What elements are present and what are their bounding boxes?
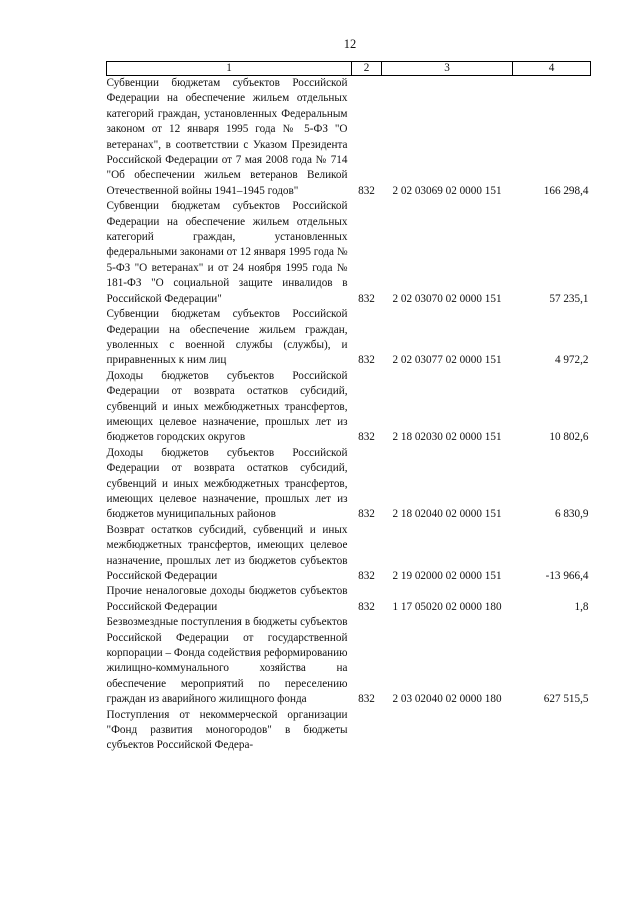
- amount: [513, 708, 591, 754]
- table-row: [107, 584, 591, 615]
- table-row: [107, 76, 591, 200]
- revenue-name: Прочие неналоговые доходы бюджетов субъектов Российской Федерации: [106, 585, 348, 613]
- admin-code: [352, 708, 382, 754]
- budget-code: 2 19 02000 02 0000 151: [392, 570, 502, 582]
- budget-code: 2 02 03069 02 0000 151: [392, 184, 502, 197]
- admin-code: 832: [358, 600, 375, 613]
- table-row-continued: [107, 708, 591, 754]
- revenue-name: Поступления от некоммерческой организации "Фонд развития моногородов" в бюджеты субъектов Российской Федера-: [106, 708, 348, 752]
- budget-code: 1 17 05020 02 0000 180: [392, 600, 502, 613]
- admin-code: 832: [358, 570, 375, 582]
- amount: 57 235,1: [549, 292, 589, 305]
- revenue-name: Субвенции бюджетам субъектов Российской Федерации на обеспечение жильем отдельных категорий граждан, установленных федеральными законами от 12 января 1995 года № 5-ФЗ "О ветеранах" и от 24 ноября 1995 года № 181-ФЗ "О социальной защите инвалидов в Российской Федерации": [106, 200, 348, 305]
- budget-code: 2 02 03077 02 0000 151: [392, 354, 502, 367]
- amount: 166 298,4: [543, 184, 589, 197]
- table-header: [107, 62, 591, 76]
- column-header-1: 1: [107, 62, 352, 76]
- table-row: [107, 523, 591, 585]
- admin-code: 832: [358, 184, 375, 197]
- revenue-name: Доходы бюджетов субъектов Российской Федерации от возврата остатков субсидий, субвенций и иных межбюджетных трансфертов, имеющих целевое назначение, прошлых лет из бюджетов муниципальных районов: [106, 446, 348, 521]
- budget-code: 2 03 02040 02 0000 180: [392, 693, 502, 706]
- budget-code: [382, 708, 513, 754]
- column-header-3: 3: [382, 62, 513, 76]
- revenue-name: Субвенции бюджетам субъектов Российской Федерации на обеспечение жильем граждан, уволенных с военной службы (службы), и приравненных к ним лиц: [106, 308, 348, 367]
- amount: 627 515,5: [543, 693, 589, 706]
- admin-code: 832: [358, 693, 375, 706]
- amount: 1,8: [574, 600, 589, 613]
- page-number: 12: [343, 37, 357, 51]
- revenue-name: Безвозмездные поступления в бюджеты субъектов Российской Федерации от государственной корпорации – Фонда содействия реформированию жилищно-коммунального хозяйства на обеспечение мероприятий по переселению граждан из аварийного жилищного фонда: [106, 616, 348, 706]
- budget-code: 2 18 02030 02 0000 151: [392, 431, 502, 444]
- amount: 4 972,2: [554, 354, 589, 367]
- table-row: [107, 307, 591, 369]
- amount: 10 802,6: [549, 431, 589, 444]
- table-row: [107, 615, 591, 707]
- revenue-table: [106, 61, 591, 754]
- budget-code: 2 18 02040 02 0000 151: [392, 508, 502, 521]
- admin-code: 832: [358, 508, 375, 521]
- table-row: [107, 199, 591, 307]
- revenue-name: Субвенции бюджетам субъектов Российской Федерации на обеспечение жильем отдельных категорий граждан, установленных Федеральным законом от 12 января 1995 года № 5-ФЗ "О ветеранах", в соответствии с Указом Президента Российской Федерации от 7 мая 2008 года № 714 "Об обеспечении жильем ветеранов Великой Отечественной войны 1941–1945 годов": [106, 77, 348, 197]
- admin-code: 832: [358, 292, 375, 305]
- amount: -13 966,4: [545, 570, 589, 582]
- admin-code: 832: [358, 354, 375, 367]
- column-header-2: 2: [352, 62, 382, 76]
- revenue-name: Возврат остатков субсидий, субвенций и иных межбюджетных трансфертов, имеющих целевое назначение, прошлых лет из бюджетов субъектов Российской Федерации: [106, 523, 348, 582]
- amount: 6 830,9: [554, 508, 589, 521]
- column-header-4: 4: [513, 62, 591, 76]
- table-row: [107, 446, 591, 523]
- budget-code: 2 02 03070 02 0000 151: [392, 292, 502, 305]
- admin-code: 832: [358, 431, 375, 444]
- revenue-name: Доходы бюджетов субъектов Российской Федерации от возврата остатков субсидий, субвенций и иных межбюджетных трансфертов, имеющих целевое назначение, прошлых лет из бюджетов городских округов: [106, 369, 348, 444]
- table-row: [107, 369, 591, 446]
